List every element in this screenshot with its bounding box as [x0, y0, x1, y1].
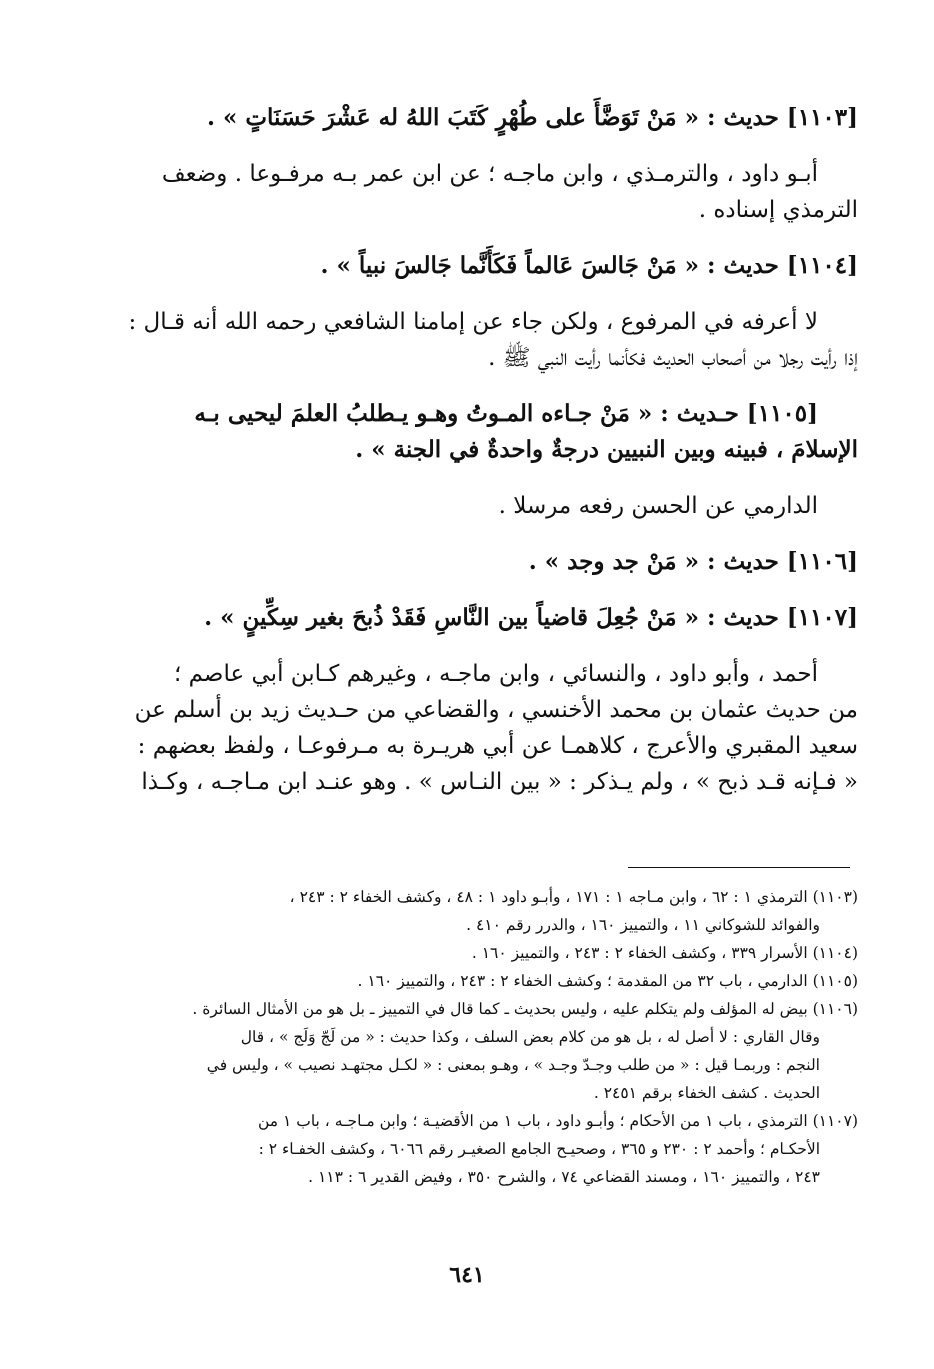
commentary-line: أحمد ، وأبو داود ، والنسائي ، وابن ماجـه ، وغيرهم كـابن أبي عاصم ؛	[174, 661, 818, 687]
footnote-line: الحديث . كشف الخفاء برقم ٢٤٥١ .	[593, 1084, 820, 1102]
commentary-line: سعيد المقبري والأعرج ، كلاهمـا عن أبي هريـرة به مـرفوعـا ، ولفظ بعضهم :	[137, 733, 858, 759]
footnote	[120, 995, 858, 1107]
commentary-line: أبـو داود ، والترمـذي ، وابن ماجـه ؛ عن ابن عمر بـه مرفـوعا . وضعف	[161, 161, 818, 187]
hadith-line: [١١٠٥] حـديث : « مَنْ جـاءه المـوتُ وهـو يـطلبُ العلمَ ليحيى بـه	[194, 400, 818, 427]
footnote-line: الأحكـام ؛ وأحمد ٢ : ٢٣٠ و ٣٦٥ ، وصحيـح الجامع الصغيـر رقم ٦٠٦٦ ، وكشف الخفـاء ٢ :	[258, 1140, 820, 1158]
hadith-entry	[120, 544, 858, 580]
commentary-line: إذا رأيت رجلا من أصحاب الحديث فكأنما رأيت النبي ﷺ .	[488, 345, 858, 371]
footnote	[120, 1107, 858, 1191]
commentary-line: لا أعرفه في المرفوع ، ولكن جاء عن إمامنا الشافعي رحمه الله أنه قـال :	[128, 309, 818, 335]
footnote-line: (١١٠٦) بيض له المؤلف ولم يتكلم عليه ، وليس بحديث ـ كما قال في التمييز ـ بل هو من الأمثال السائرة .	[192, 1000, 858, 1018]
page-number: ٦٤١	[449, 1262, 485, 1288]
hadith-text	[120, 396, 858, 468]
footnote-line: (١١٠٥) الدارمي ، باب ٣٢ من المقدمة ؛ وكشف الخفاء ٢ : ٢٤٣ ، والتمييز ١٦٠ .	[357, 972, 858, 990]
footnote-line: (١١٠٣) الترمذي ١ : ٦٢ ، وابن مـاجه ١ : ١٧١ ، وأبـو داود ١ : ٤٨ ، وكشف الخفاء ٢ : ٢٤٣ ،	[289, 888, 858, 906]
footnotes	[120, 883, 858, 1191]
footnote	[120, 883, 858, 939]
footnote-line: وقال القاري : لا أصل له ، بل هو من كلام بعض السلف ، وكذا حديث : « من لَجّ وَلَج » ، قال	[240, 1028, 820, 1046]
hadith-entry	[120, 248, 858, 376]
commentary-line: الدارمي عن الحسن رفعه مرسلا .	[498, 493, 818, 519]
hadith-entry	[120, 396, 858, 524]
hadith-commentary	[120, 656, 858, 800]
footnote	[120, 967, 858, 995]
commentary-line: من حديث عثمان بن محمد الأخنسي ، والقضاعي من حـديث زيد بن أسلم عن	[134, 697, 858, 723]
commentary-line: الترمذي إسناده .	[698, 197, 858, 223]
hadith-entry	[120, 600, 858, 800]
hadith-text: [١١٠٣] حديث : « مَنْ تَوَضَّأَ على طُهْرٍ كَتَبَ اللهُ له عَشْرَ حَسَنَاتٍ » .	[206, 104, 858, 131]
hadith-commentary	[120, 156, 858, 228]
commentary-line: « فـإنه قـد ذبح » ، ولم يـذكر : « بين النـاس » . وهو عنـد ابن مـاجـه ، وكـذا	[141, 769, 858, 795]
hadith-commentary	[120, 488, 858, 524]
hadith-text: [١١٠٧] حديث : « مَنْ جُعِلَ قاضياً بين النَّاسِ فَقَدْ ذُبحَ بغير سِكِّينٍ » .	[204, 604, 858, 631]
hadith-text: [١١٠٤] حديث : « مَنْ جَالسَ عَالماً فَكَأَنَّما جَالسَ نبياً » .	[320, 252, 858, 279]
footnote-line: والفوائد للشوكاني ١١ ، والتمييز ١٦٠ ، والدرر رقم ٤١٠ .	[466, 916, 820, 934]
hadith-line: الإسلامَ ، فبينه وبين النبيين درجةٌ واحدةٌ في الجنة » .	[355, 436, 858, 463]
main-text	[120, 100, 858, 800]
footnote-line: (١١٠٧) الترمذي ، باب ١ من الأحكام ؛ وأبـو داود ، باب ١ من الأقضيـة ؛ وابن مـاجـه ، باب ١ من	[257, 1112, 858, 1130]
hadith-commentary	[120, 304, 858, 376]
footnote-line: النجم : وربمـا قيل : « من طلب وجـدّ وجـد » ، وهـو بمعنى : « لكـل مجتهـد نصيب » ، وليس في	[206, 1056, 820, 1074]
footnote-line: ٢٤٣ ، والتمييز ١٦٠ ، ومسند القضاعي ٧٤ ، والشرح ٣٥٠ ، وفيض القدير ٦ : ١١٣ .	[308, 1168, 820, 1186]
footnote-separator	[628, 867, 850, 868]
footnote-line: (١١٠٤) الأسرار ٣٣٩ ، وكشف الخفاء ٢ : ٢٤٣ ، والتمييز ١٦٠ .	[471, 944, 858, 962]
footnote	[120, 939, 858, 967]
hadith-text: [١١٠٦] حديث : « مَنْ جد وجد » .	[528, 548, 858, 575]
hadith-entry	[120, 100, 858, 228]
